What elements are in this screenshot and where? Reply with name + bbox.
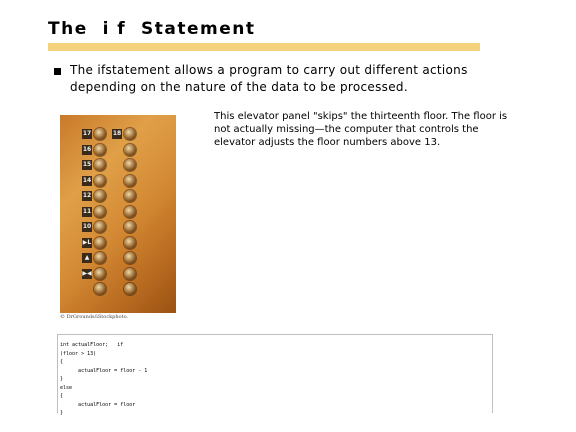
elevator-button-panel	[82, 129, 152, 309]
elevator-button	[124, 221, 136, 233]
elevator-button	[124, 252, 136, 264]
code-line: (floor > 13)	[60, 350, 97, 357]
slide-title: The i f Statement	[48, 19, 256, 39]
floor-label: 14	[82, 176, 92, 184]
elevator-button	[94, 268, 106, 280]
code-line: }	[60, 410, 64, 416]
floor-label: 11	[82, 207, 92, 215]
code-line: }	[60, 376, 64, 382]
code-line: actualFloor = floor - 1	[60, 367, 148, 374]
title-underline	[48, 43, 480, 51]
elevator-button	[94, 206, 106, 218]
elevator-button	[124, 237, 136, 249]
elevator-button	[124, 190, 136, 202]
code-line: actualFloor = floor	[60, 401, 136, 408]
bullet-text: The ifstatement allows a program to carry out different actions depending on the nature of the data to be processed.	[70, 63, 468, 94]
elevator-button	[94, 283, 106, 295]
elevator-button	[124, 159, 136, 171]
code-line: {	[60, 393, 64, 399]
elevator-button	[94, 175, 106, 187]
floor-label: ▶L	[82, 238, 92, 246]
elevator-button	[94, 221, 106, 233]
floor-label: 17	[82, 130, 92, 137]
elevator-button	[94, 159, 106, 171]
elevator-button	[124, 128, 136, 140]
floor-label: 16	[82, 145, 92, 153]
elevator-button	[94, 237, 106, 249]
code-line: {	[60, 359, 64, 365]
elevator-panel-photo	[60, 115, 176, 313]
floor-label: ▶◀	[82, 269, 92, 277]
code-block	[57, 334, 493, 416]
floor-label: 12	[82, 192, 92, 199]
code-line: int actualFloor; if	[60, 342, 124, 348]
elevator-button	[124, 206, 136, 218]
elevator-button	[124, 268, 136, 280]
floor-label: 15	[82, 161, 92, 168]
floor-label: 18	[112, 130, 122, 137]
elevator-button	[94, 252, 106, 264]
elevator-button	[124, 175, 136, 187]
photo-caption: This elevator panel "skips" the thirteenth floor. The floor is not actually missing—the computer that controls the elevator adjusts the floor numbers above 13.	[214, 111, 508, 148]
elevator-button	[94, 144, 106, 156]
elevator-button	[124, 144, 136, 156]
code-line: else	[60, 384, 73, 391]
bullet-square-icon	[54, 68, 61, 75]
elevator-button	[94, 128, 106, 140]
photo-credit: © DrGrounds/iStockphoto.	[60, 314, 129, 320]
floor-label: 10	[82, 223, 92, 230]
elevator-button	[124, 283, 136, 295]
floor-label: ▲	[82, 253, 92, 263]
elevator-button	[94, 190, 106, 202]
